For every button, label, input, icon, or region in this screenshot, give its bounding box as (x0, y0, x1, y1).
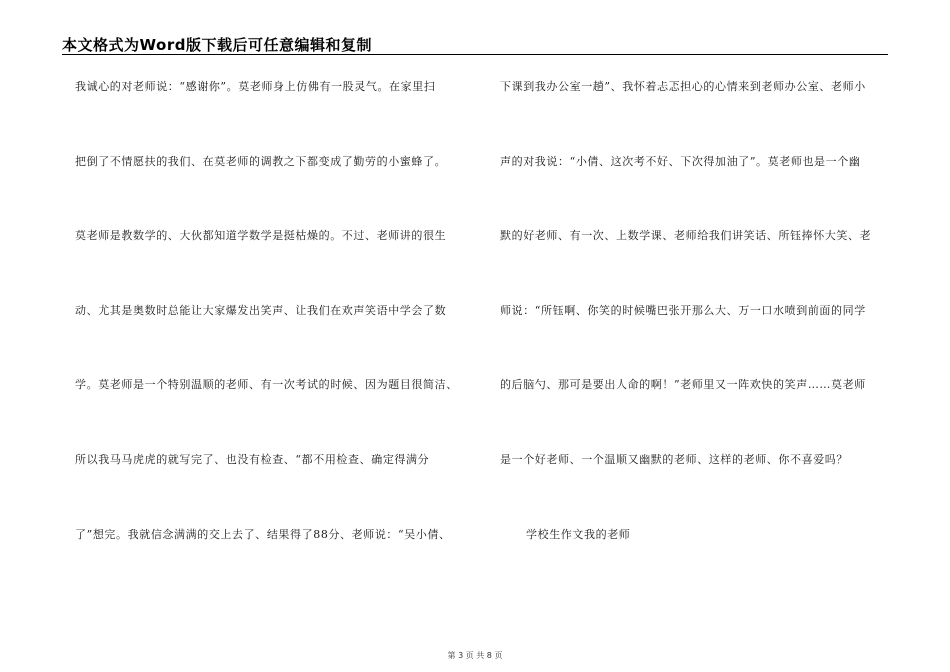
text-line: 下课到我办公室一趟”、我怀着忐忑担心的心情来到老师办公室、老师小 (500, 80, 866, 93)
text-line: 师说：“所钰啊、你笑的时候嘴巴张开那么大、万一口水喷到前面的同学 (500, 303, 866, 317)
page-number-footer: 第 3 页 共 8 页 (447, 651, 503, 660)
text-line: 把倒了不情愿扶的我们、在莫老师的调教之下都变成了勤劳的小蜜蜂了。 (75, 154, 447, 168)
document-header-title: 本文格式为Word版下载后可任意编辑和复制 (62, 36, 372, 54)
text-line: 默的好老师、有一次、上数学课、老师给我们讲笑话、所钰捧怀大笑、老 (500, 229, 872, 243)
text-line: 动、尤其是奥数时总能让大家爆发出笑声、让我们在欢声笑语中学会了数 (75, 303, 447, 317)
section-heading-line: 学校生作文我的老师 (526, 527, 631, 541)
text-line: 了”想完。我就信念满满的交上去了、结果得了88分、老师说：“吴小倩、 (75, 527, 451, 541)
text-line: 是一个好老师、一个温顺又幽默的老师、这样的老师、你不喜爱吗？ (500, 452, 848, 466)
text-line: 莫老师是教数学的、大伙都知道学数学是挺枯燥的。不过、老师讲的很生 (75, 229, 447, 243)
text-line: 声的对我说：“小倩、这次考不好、下次得加油了”。莫老师也是一个幽 (500, 154, 861, 168)
left-text-column (75, 80, 473, 602)
header-divider (62, 54, 888, 55)
text-line: 学。莫老师是一个特别温顺的老师、有一次考试的时候、因为题目很简洁、 (75, 378, 458, 392)
text-line: 我诚心的对老师说：“感谢你”。莫老师身上仿佛有一股灵气。在家里扫 (75, 80, 436, 93)
text-line: 所以我马马虎虎的就写完了、也没有检查、“都不用检查、确定得满分 (75, 452, 430, 466)
right-text-column (500, 80, 890, 602)
text-line: 的后脑勺、那可是要出人命的啊！”老师里又一阵欢快的笑声……莫老师 (500, 378, 866, 392)
